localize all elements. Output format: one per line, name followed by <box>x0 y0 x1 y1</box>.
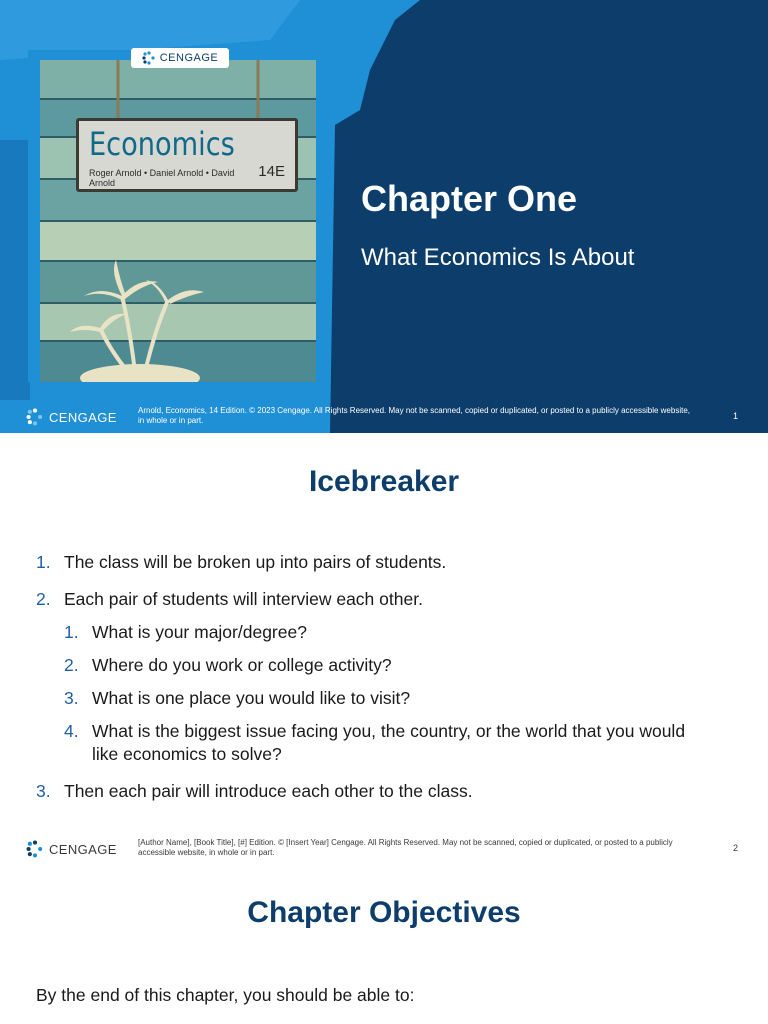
book-authors-row <box>89 163 285 188</box>
slide-1-footer <box>0 402 768 433</box>
list-number: 3. <box>36 781 51 801</box>
list-text: What is your major/degree? <box>92 622 307 642</box>
wood-planks-image <box>40 60 316 382</box>
slide-title: Icebreaker <box>308 465 460 498</box>
book-edition: 14E <box>258 163 285 180</box>
list-text: Where do you work or college activity? <box>92 655 392 675</box>
book-cover-art <box>40 60 316 382</box>
list-text: What is the biggest issue facing you, the country, or the world that you would like economics to solve? <box>92 721 686 764</box>
list-number: 4. <box>64 721 79 741</box>
list-number: 3. <box>64 688 79 708</box>
list-number: 1. <box>64 622 79 642</box>
cengage-logo-icon <box>142 51 156 65</box>
footer-copyright: Arnold, Economics, 14 Edition. © 2023 Cengage. All Rights Reserved. May not be scanned, copied or duplicated, or posted to a publicly accessible website, in whole or in part. <box>138 406 690 425</box>
list-number: 2. <box>64 655 79 675</box>
footer-logo <box>26 408 117 426</box>
chapter-subheading: What Economics Is About <box>361 244 635 271</box>
list-item <box>36 780 716 803</box>
slide-number: 2 <box>732 843 738 853</box>
list-item <box>64 687 716 710</box>
footer-logo-text: CENGAGE <box>49 841 117 857</box>
list-text: The class will be broken up into pairs of students. <box>64 552 447 572</box>
list-item <box>64 621 716 644</box>
slide-3 <box>0 866 768 1024</box>
list-text: What is one place you would like to visit? <box>92 688 411 708</box>
list-item <box>36 588 716 766</box>
list-item <box>64 654 716 677</box>
slide-1 <box>0 0 768 433</box>
list-number: 2. <box>36 589 51 609</box>
footer-logo-text: CENGAGE <box>49 409 117 425</box>
book-authors: Roger Arnold • Daniel Arnold • David Arnold <box>89 168 235 188</box>
list-number: 1. <box>36 552 51 572</box>
slide-title: Chapter Objectives <box>247 896 521 929</box>
icebreaker-list <box>36 551 716 817</box>
slide-number: 1 <box>732 411 738 421</box>
list-item <box>36 551 716 574</box>
cover-publisher-name: CENGAGE <box>159 52 219 64</box>
cengage-logo-icon <box>26 840 44 858</box>
cover-publisher-badge <box>131 48 229 68</box>
book-title: Economics <box>89 125 235 163</box>
book-cover <box>28 50 328 382</box>
list-text: Then each pair will introduce each other to the class. <box>64 781 473 801</box>
cengage-logo-icon <box>26 408 44 426</box>
footer-logo <box>26 840 117 858</box>
list-item <box>64 720 716 766</box>
slide-2-footer <box>0 834 768 866</box>
slide-body-text: By the end of this chapter, you should be able to: <box>36 985 415 1005</box>
chapter-heading: Chapter One <box>361 178 578 219</box>
list-text: Each pair of students will interview each other. <box>64 589 423 609</box>
slide-2 <box>0 433 768 866</box>
footer-copyright: [Author Name], [Book Title], [#] Edition. © [Insert Year] Cengage. All Rights Reserved. May not be scanned, copied or duplicated, or posted to a publicly accessible website, in whole or in part. <box>138 838 673 857</box>
interview-questions-list <box>64 621 716 766</box>
book-title-sign <box>76 118 298 192</box>
